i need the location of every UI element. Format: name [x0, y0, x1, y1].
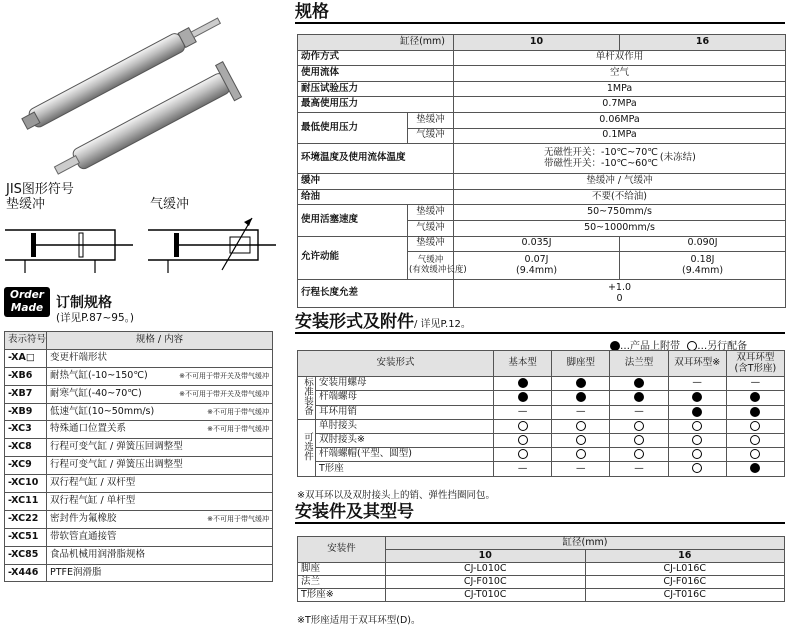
spec-minp-label: 最低使用压力	[298, 112, 408, 143]
order-desc-cell	[47, 403, 273, 421]
order-desc-cell	[47, 439, 273, 457]
mount-mark-cell	[668, 377, 726, 391]
parts-model-10: CJ-T010C	[386, 589, 586, 602]
mount-mark-cell	[668, 419, 726, 433]
filled-circle-icon	[750, 407, 760, 417]
spec-minp-air-value: 0.1MPa	[454, 128, 786, 144]
mount-row	[298, 419, 785, 433]
mount-col-flange: 法兰型	[610, 351, 668, 377]
filled-circle-icon	[750, 392, 760, 402]
spec-energy-rubber-10: 0.035J	[454, 236, 620, 252]
spec-temp-value	[454, 144, 786, 174]
open-circle-icon	[692, 449, 702, 459]
open-circle-icon	[692, 463, 702, 473]
spec-minp-air-label: 气缓冲	[408, 128, 454, 144]
mount-mark-text: —	[517, 462, 528, 474]
spec-energy-air-10-value: 0.07J	[524, 253, 549, 265]
filled-circle-icon	[634, 392, 644, 402]
cylinder-product-image	[15, 5, 275, 165]
mount-mark-cell	[610, 448, 668, 462]
mount-table	[297, 350, 785, 477]
order-desc: PTFE润滑脂	[50, 566, 102, 578]
mount-item-name: 单肘接头	[316, 419, 494, 433]
spec-action-value: 单杆双作用	[454, 50, 786, 66]
parts-model-16: CJ-T016C	[585, 589, 785, 602]
mount-col-head: 安装形式	[298, 351, 494, 377]
order-desc: 行程可变气缸 / 弹簧压回调整型	[50, 441, 183, 453]
order-row	[5, 546, 273, 564]
mount-col-clevis-t	[726, 351, 784, 377]
order-desc: 带软管直通接管	[50, 530, 117, 542]
order-code: -XC51	[5, 528, 47, 546]
open-circle-icon	[576, 421, 586, 431]
mount-row	[298, 462, 785, 476]
spec-minp-rubber-label: 垫缓冲	[408, 112, 454, 128]
mount-mark-cell	[726, 448, 784, 462]
mount-row	[298, 405, 785, 419]
spec-speed-rubber-label: 垫缓冲	[408, 205, 454, 221]
spec-lube-value: 不要(不给油)	[454, 189, 786, 205]
mount-col-clevis-t-2: (含T形座)	[734, 362, 777, 374]
order-row	[5, 475, 273, 493]
order-code: -XC9	[5, 457, 47, 475]
open-circle-icon	[634, 421, 644, 431]
mount-section-title	[295, 312, 785, 334]
order-desc: 耐热气缸(-10~150℃)	[50, 369, 148, 381]
mount-legend-std: …产品上附带	[620, 341, 680, 352]
filled-circle-icon	[634, 378, 644, 388]
order-desc-cell	[47, 546, 273, 564]
mount-mark-cell	[610, 405, 668, 419]
mount-item-name: 耳环用销	[316, 405, 494, 419]
symbol-air-cushion	[148, 210, 278, 275]
spec-speed-air-label: 气缓冲	[408, 220, 454, 236]
mount-mark-cell	[726, 419, 784, 433]
spec-energy-air-10	[454, 252, 620, 280]
order-desc: 密封件为氟橡胶	[50, 512, 117, 524]
parts-name: T形座※	[298, 589, 386, 602]
parts-bore-10: 10	[386, 550, 586, 563]
order-note: ※不可用于带开关及带气缓冲	[179, 389, 269, 398]
spec-energy-air-10-length: (9.4mm)	[516, 264, 558, 276]
parts-col-head: 安装件	[298, 537, 386, 563]
spec-tol-minus: 0	[616, 292, 623, 304]
open-circle-icon	[692, 421, 702, 431]
order-note: ※不可用于带气缓冲	[207, 407, 269, 416]
order-desc-cell	[47, 564, 273, 582]
order-code: -XC11	[5, 493, 47, 511]
open-circle-icon	[518, 449, 528, 459]
mount-row	[298, 448, 785, 462]
spec-maxp-label: 最高使用压力	[298, 97, 454, 113]
mount-col-basic: 基本型	[494, 351, 552, 377]
mount-mark-cell	[668, 434, 726, 448]
spec-temp-line1: 无磁性开关：-10℃~70℃	[544, 146, 658, 158]
order-row	[5, 493, 273, 511]
mount-mark-cell	[668, 391, 726, 405]
order-made-logo-top: Order	[10, 289, 44, 301]
mount-mark-cell	[726, 434, 784, 448]
parts-section-title: 安装件及其型号	[295, 502, 785, 524]
spec-temp-note: (未冻结)	[659, 152, 696, 164]
order-row	[5, 421, 273, 439]
order-row	[5, 349, 273, 367]
parts-table	[297, 536, 785, 602]
mount-mark-cell	[610, 434, 668, 448]
parts-model-16: CJ-F016C	[585, 576, 785, 589]
mount-item-name: 双肘接头※	[316, 434, 494, 448]
order-code: -XC22	[5, 510, 47, 528]
order-code: -XB9	[5, 403, 47, 421]
mount-mark-cell	[494, 419, 552, 433]
spec-tol-label: 行程长度允差	[298, 280, 454, 308]
mount-mark-cell	[494, 405, 552, 419]
spec-minp-rubber-value: 0.06MPa	[454, 112, 786, 128]
mount-mark-cell	[668, 462, 726, 476]
mount-mark-cell	[552, 419, 610, 433]
parts-model-16: CJ-L016C	[585, 563, 785, 576]
spec-energy-rubber-label: 垫缓冲	[408, 236, 454, 252]
mount-mark-cell	[552, 391, 610, 405]
open-circle-icon	[518, 421, 528, 431]
mount-mark-cell	[552, 448, 610, 462]
order-code: -X446	[5, 564, 47, 582]
mount-ref: / 详见P.12。	[414, 319, 471, 330]
mount-mark-cell	[610, 377, 668, 391]
order-desc-cell	[47, 475, 273, 493]
order-desc: 低速气缸(10~50mm/s)	[50, 405, 155, 417]
order-row	[5, 564, 273, 582]
spec-temp-label: 环境温度及使用流体温度	[298, 144, 454, 174]
parts-model-10: CJ-L010C	[386, 563, 586, 576]
filled-circle-icon	[576, 378, 586, 388]
mount-group-std	[298, 377, 316, 420]
order-note: ※不可用于带开关及带气缓冲	[179, 371, 269, 380]
spec-proof-value: 1MPa	[454, 81, 786, 97]
spec-proof-label: 耐压试验压力	[298, 81, 454, 97]
order-row	[5, 528, 273, 546]
spec-maxp-value: 0.7MPa	[454, 97, 786, 113]
mount-note: ※双耳环以及双肘接头上的销、弹性挡圈同包。	[297, 490, 495, 501]
order-desc-cell	[47, 510, 273, 528]
spec-action-label: 动作方式	[298, 50, 454, 66]
mount-mark-cell	[668, 448, 726, 462]
filled-circle-icon	[692, 407, 702, 417]
spec-bore-label: 缸径(mm)	[298, 35, 454, 51]
order-row	[5, 385, 273, 403]
open-circle-icon	[634, 449, 644, 459]
mount-mark-cell	[610, 462, 668, 476]
open-circle-icon	[576, 435, 586, 445]
order-desc: 变更杆端形状	[50, 351, 108, 363]
order-made-logo-bottom: Made	[10, 302, 44, 314]
spec-fluid-value: 空气	[454, 66, 786, 82]
parts-bore-label: 缸径(mm)	[386, 537, 785, 550]
symbol-rubber-cushion	[5, 215, 135, 275]
order-desc: 行程可变气缸 / 弹簧压出调整型	[50, 459, 183, 471]
filled-circle-icon	[692, 392, 702, 402]
filled-circle-icon	[750, 463, 760, 473]
mount-group-opt	[298, 419, 316, 476]
filled-circle-icon	[518, 392, 528, 402]
order-code: -XC85	[5, 546, 47, 564]
parts-note: ※T形座适用于双耳环型(D)。	[297, 615, 421, 626]
order-desc-cell	[47, 385, 273, 403]
spec-speed-air-value: 50~1000mm/s	[454, 220, 786, 236]
mount-item-name: 安装用螺母	[316, 377, 494, 391]
mount-mark-cell	[494, 391, 552, 405]
spec-tol-value	[454, 280, 786, 308]
order-desc: 双行程气缸 / 单杆型	[50, 495, 136, 506]
order-desc: 特殊通口位置关系	[50, 423, 127, 435]
order-code: -XC10	[5, 475, 47, 493]
spec-speed-label: 使用活塞速度	[298, 205, 408, 236]
mount-col-clevis-t-1: 双耳环型	[736, 351, 775, 363]
mount-mark-cell	[726, 391, 784, 405]
order-row	[5, 403, 273, 421]
spec-cushion-value: 垫缓冲 / 气缓冲	[454, 174, 786, 190]
spec-temp-line2: 带磁性开关：-10℃~60℃	[544, 157, 658, 169]
mount-mark-text: —	[634, 462, 644, 474]
open-circle-icon	[634, 435, 644, 445]
mount-mark-cell	[726, 462, 784, 476]
order-code: -XC3	[5, 421, 47, 439]
mount-mark-text: —	[750, 377, 761, 389]
order-code: -XC8	[5, 439, 47, 457]
spec-energy-air-label-2: (有效缓冲长度)	[409, 264, 467, 275]
spec-section-title: 规格	[295, 2, 785, 24]
mount-mark-cell	[494, 462, 552, 476]
order-col-code: 表示符号	[5, 332, 47, 350]
mount-row	[298, 377, 785, 391]
order-desc: 食品机械用润滑脂规格	[50, 548, 146, 560]
spec-bore-10: 10	[454, 35, 620, 51]
spec-energy-label: 允许动能	[298, 236, 408, 280]
mount-title: 安装形式及附件	[295, 312, 414, 332]
open-circle-icon	[576, 449, 586, 459]
order-code: -XA□	[5, 349, 47, 367]
mount-mark-cell	[610, 419, 668, 433]
parts-bore-16: 16	[585, 550, 785, 563]
mount-legend-opt: …另行配备	[697, 341, 748, 352]
parts-row	[298, 563, 785, 576]
mount-mark-cell	[494, 434, 552, 448]
parts-name: 脚座	[298, 563, 386, 576]
open-circle-icon	[750, 421, 760, 431]
order-desc: 双行程气缸 / 双杆型	[50, 477, 136, 489]
parts-row	[298, 576, 785, 589]
mount-row	[298, 391, 785, 405]
order-col-desc: 规格 / 内容	[47, 332, 273, 350]
filled-circle-icon	[518, 378, 528, 388]
order-code: -XB6	[5, 367, 47, 385]
mount-group-std-label: 标准装备	[301, 377, 313, 415]
mount-mark-cell	[494, 377, 552, 391]
mount-mark-cell	[494, 448, 552, 462]
order-made-title: 订制规格	[56, 295, 112, 311]
order-desc-cell	[47, 367, 273, 385]
spec-energy-air-label	[408, 252, 467, 280]
mount-col-clevis: 双耳环型※	[668, 351, 726, 377]
spec-bore-16: 16	[620, 35, 786, 51]
mount-mark-text: —	[576, 405, 586, 417]
mount-mark-text: —	[517, 405, 528, 417]
mount-mark-cell	[668, 405, 726, 419]
order-made-logo	[4, 287, 50, 317]
spec-tol-plus: +1.0	[607, 281, 632, 293]
order-row	[5, 510, 273, 528]
mount-group-opt-label: 可选件	[301, 431, 313, 461]
mount-mark-cell	[552, 405, 610, 419]
mount-row	[298, 434, 785, 448]
order-desc: 耐寒气缸(-40~70℃)	[50, 387, 142, 399]
jis-air-label: 气缓冲	[150, 197, 190, 212]
spec-fluid-label: 使用流体	[298, 66, 454, 82]
mount-mark-text: —	[634, 405, 644, 417]
spec-table	[297, 34, 786, 308]
mount-item-name: 杆端螺帽(平型、圆型)	[316, 448, 494, 462]
order-row	[5, 457, 273, 475]
mount-item-name: T形座	[316, 462, 494, 476]
mount-mark-cell	[726, 377, 784, 391]
order-desc-cell	[47, 421, 273, 439]
mount-mark-cell	[552, 377, 610, 391]
mount-mark-text: —	[692, 377, 702, 389]
order-desc-cell	[47, 493, 273, 511]
spec-energy-air-16	[620, 252, 786, 280]
spec-energy-air-16-length: (9.4mm)	[682, 264, 724, 276]
order-made-table	[4, 331, 273, 582]
spec-energy-rubber-16: 0.090J	[620, 236, 786, 252]
order-desc-cell	[47, 528, 273, 546]
mount-mark-cell	[552, 434, 610, 448]
order-row	[5, 439, 273, 457]
mount-item-name: 杆端螺母	[316, 391, 494, 405]
mount-mark-cell	[552, 462, 610, 476]
open-circle-icon	[750, 435, 760, 445]
mount-mark-text: —	[576, 462, 586, 474]
spec-speed-rubber-value: 50~750mm/s	[454, 205, 786, 221]
parts-row	[298, 589, 785, 602]
filled-circle-icon	[576, 392, 586, 402]
order-code: -XB7	[5, 385, 47, 403]
spec-cushion-label: 缓冲	[298, 174, 454, 190]
jis-rubber-label: 垫缓冲	[6, 197, 46, 212]
open-circle-icon	[750, 449, 760, 459]
order-desc-cell	[47, 457, 273, 475]
order-desc-cell	[47, 349, 273, 367]
jis-title: JIS图形符号	[6, 182, 74, 197]
spec-energy-air-16-value: 0.18J	[690, 253, 715, 265]
spec-lube-label: 给油	[298, 189, 454, 205]
order-row	[5, 367, 273, 385]
parts-model-10: CJ-F010C	[386, 576, 586, 589]
mount-mark-cell	[610, 391, 668, 405]
mount-col-foot: 脚座型	[552, 351, 610, 377]
open-circle-icon	[518, 435, 528, 445]
spec-energy-air-label-1: 气缓冲	[417, 254, 444, 265]
order-made-ref: (详见P.87~95。)	[56, 312, 134, 324]
order-note: ※不可用于带气缓冲	[207, 425, 269, 434]
open-circle-icon	[692, 435, 702, 445]
order-note: ※不可用于带气缓冲	[207, 514, 269, 523]
parts-name: 法兰	[298, 576, 386, 589]
mount-mark-cell	[726, 405, 784, 419]
